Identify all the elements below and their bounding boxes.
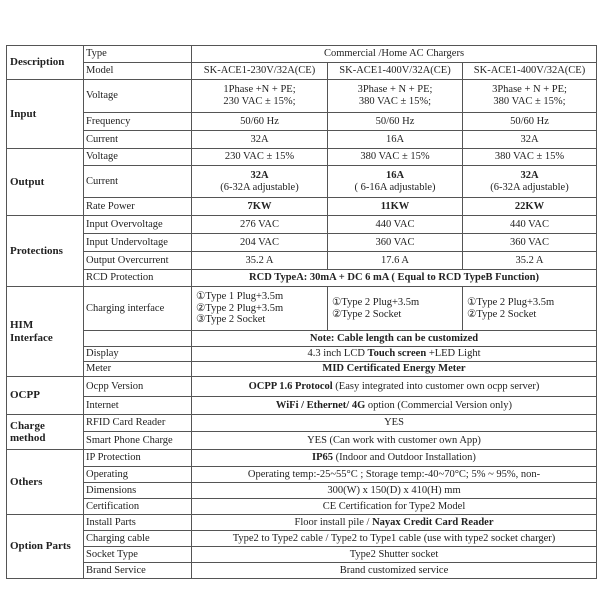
display-text-bold: Touch screen <box>367 348 427 360</box>
output-current-2 <box>328 166 463 198</box>
section-output: Output <box>7 149 84 216</box>
row-over-voltage <box>7 216 597 234</box>
row-over-current <box>7 252 597 270</box>
output-current-2-range: ( 6-16A adjustable) <box>354 181 436 193</box>
rate-power-3: 22KW <box>463 198 597 216</box>
charging-interface-2 <box>328 287 463 331</box>
output-current-3 <box>463 166 597 198</box>
section-option-parts: Option Parts <box>7 515 84 579</box>
input-current-3: 32A <box>463 131 597 149</box>
over-voltage-1: 276 VAC <box>192 216 328 234</box>
charging-interface-2-option-1: ①Type 2 Plug+3.5m <box>332 296 420 308</box>
label-under-voltage: Input Undervoltage <box>84 234 192 252</box>
install-bold: Nayax Credit Card Reader <box>372 516 494 528</box>
label-display: Display <box>84 347 192 362</box>
spec-table <box>6 45 597 579</box>
value-internet <box>192 397 597 415</box>
charging-interface-3 <box>463 287 597 331</box>
label-input-current: Current <box>84 131 192 149</box>
model-1: SK-ACE1-230V/32A(CE) <box>192 63 328 80</box>
row-install <box>7 515 597 531</box>
under-voltage-2: 360 VAC <box>328 234 463 252</box>
section-him: HIM Interface <box>7 287 84 377</box>
label-output-current: Current <box>84 166 192 198</box>
label-meter: Meter <box>84 362 192 377</box>
input-voltage-3-line-1: 3Phase + N + PE; <box>492 84 567 96</box>
charging-interface-1-option-1: ①Type 1 Plug+3.5m <box>196 290 284 302</box>
value-meter: MID Certificated Energy Meter <box>192 362 597 377</box>
label-input-voltage: Voltage <box>84 80 192 113</box>
row-cable-note <box>7 331 597 347</box>
row-frequency <box>7 113 597 131</box>
label-socket: Socket Type <box>84 547 192 563</box>
label-operating: Operating <box>84 467 192 483</box>
over-voltage-2: 440 VAC <box>328 216 463 234</box>
input-voltage-1-line-2: 230 VAC ± 15%; <box>223 96 296 107</box>
output-current-1 <box>192 166 328 198</box>
value-rfid: YES <box>192 415 597 432</box>
row-rcd <box>7 270 597 287</box>
install-pre: Floor install pile / <box>294 516 373 528</box>
row-socket <box>7 547 597 563</box>
row-dimensions <box>7 483 597 499</box>
label-rate-power: Rate Power <box>84 198 192 216</box>
ocpp-version-bold: OCPP 1.6 Protocol <box>248 380 333 392</box>
internet-bold: WiFi / Ethernet/ 4G <box>275 399 366 411</box>
output-current-2-amps: 16A <box>385 169 405 181</box>
charging-interface-1 <box>192 287 328 331</box>
section-charge-method: Charge method <box>7 415 84 450</box>
frequency-2: 50/60 Hz <box>328 113 463 131</box>
row-certification <box>7 499 597 515</box>
rate-power-2: 11KW <box>328 198 463 216</box>
rate-power-1: 7KW <box>192 198 328 216</box>
over-current-2: 17.6 A <box>328 252 463 270</box>
frequency-3: 50/60 Hz <box>463 113 597 131</box>
charging-interface-2-option-2: ②Type 2 Socket <box>332 308 402 320</box>
row-operating <box>7 467 597 483</box>
row-input-current <box>7 131 597 149</box>
display-text-post: +LED Light <box>426 348 481 360</box>
input-current-2: 16A <box>328 131 463 149</box>
input-voltage-2 <box>328 80 463 113</box>
output-current-3-range: (6-32A adjustable) <box>490 181 569 193</box>
label-brand: Brand Service <box>84 563 192 579</box>
label-install: Install Parts <box>84 515 192 531</box>
charging-interface-3-option-2: ②Type 2 Socket <box>467 308 537 320</box>
charging-interface-1-option-2: ②Type 2 Plug+3.5m <box>196 302 284 314</box>
label-over-voltage: Input Overvoltage <box>84 216 192 234</box>
charging-interface-1-option-3: ③Type 2 Socket <box>196 314 266 326</box>
row-model <box>7 63 597 80</box>
value-dimensions: 300(W) x 150(D) x 410(H) mm <box>192 483 597 499</box>
over-current-3: 35.2 A <box>463 252 597 270</box>
output-current-1-amps: 32A <box>250 169 269 181</box>
label-rfid: RFID Card Reader <box>84 415 192 432</box>
output-voltage-2: 380 VAC ± 15% <box>328 149 463 166</box>
label-dimensions: Dimensions <box>84 483 192 499</box>
label-smart-phone: Smart Phone Charge <box>84 432 192 450</box>
row-output-voltage <box>7 149 597 166</box>
label-type: Type <box>84 46 192 63</box>
row-smart-phone <box>7 432 597 450</box>
label-ip: IP Protection <box>84 450 192 467</box>
row-brand <box>7 563 597 579</box>
label-certification: Certification <box>84 499 192 515</box>
value-display <box>192 347 597 362</box>
input-current-1: 32A <box>192 131 328 149</box>
row-charging-cable <box>7 531 597 547</box>
row-output-current <box>7 166 597 198</box>
value-ip <box>192 450 597 467</box>
ocpp-version-post: (Easy integrated into customer own ocpp server) <box>332 380 540 392</box>
output-current-1-range: (6-32A adjustable) <box>220 181 299 193</box>
output-voltage-3: 380 VAC ± 15% <box>463 149 597 166</box>
frequency-1: 50/60 Hz <box>192 113 328 131</box>
output-voltage-1: 230 VAC ± 15% <box>192 149 328 166</box>
value-operating: Operating temp:-25~55°C ; Storage temp:-40~70°C; 5% ~ 95%, non- <box>192 467 597 483</box>
value-install <box>192 515 597 531</box>
cable-note: Note: Cable length can be customized <box>192 331 597 347</box>
section-ocpp: OCPP <box>7 377 84 415</box>
label-cable-note-empty <box>84 331 192 347</box>
input-voltage-1 <box>192 80 328 113</box>
under-voltage-1: 204 VAC <box>192 234 328 252</box>
input-voltage-2-line-2: 380 VAC ± 15%; <box>358 96 432 107</box>
section-description: Description <box>7 46 84 80</box>
input-voltage-2-line-1: 3Phase + N + PE; <box>357 84 433 96</box>
row-rate-power <box>7 198 597 216</box>
section-input: Input <box>7 80 84 149</box>
input-voltage-1-line-1: 1Phase +N + PE; <box>223 84 296 96</box>
row-under-voltage <box>7 234 597 252</box>
value-certification: CE Certification for Type2 Model <box>192 499 597 515</box>
value-type: Commercial /Home AC Chargers <box>192 46 597 63</box>
output-current-3-amps: 32A <box>520 169 539 181</box>
row-charging-interface <box>7 287 597 331</box>
label-ocpp-version: Ocpp Version <box>84 377 192 397</box>
input-voltage-3 <box>463 80 597 113</box>
label-internet: Internet <box>84 397 192 415</box>
input-voltage-3-line-2: 380 VAC ± 15%; <box>493 96 566 107</box>
display-text-pre: 4.3 inch LCD <box>307 348 368 360</box>
section-others: Others <box>7 450 84 515</box>
row-rfid <box>7 415 597 432</box>
row-ip <box>7 450 597 467</box>
value-rcd: RCD TypeA: 30mA + DC 6 mA ( Equal to RCD TypeB Function) <box>192 270 597 287</box>
label-charging-interface: Charging interface <box>84 287 192 331</box>
label-model: Model <box>84 63 192 80</box>
under-voltage-3: 360 VAC <box>463 234 597 252</box>
row-type <box>7 46 597 63</box>
value-brand: Brand customized service <box>192 563 597 579</box>
section-protections: Protections <box>7 216 84 287</box>
ip-post: (Indoor and Outdoor Installation) <box>333 452 476 464</box>
label-rcd: RCD Protection <box>84 270 192 287</box>
value-charging-cable: Type2 to Type2 cable / Type2 to Type1 cable (use with type2 socket charger) <box>192 531 597 547</box>
value-socket: Type2 Shutter socket <box>192 547 597 563</box>
over-voltage-3: 440 VAC <box>463 216 597 234</box>
model-3: SK-ACE1-400V/32A(CE) <box>463 63 597 80</box>
row-display <box>7 347 597 362</box>
model-2: SK-ACE1-400V/32A(CE) <box>328 63 463 80</box>
internet-post: option (Commercial Version only) <box>365 399 513 411</box>
charging-interface-3-option-1: ①Type 2 Plug+3.5m <box>467 296 555 308</box>
label-charging-cable: Charging cable <box>84 531 192 547</box>
label-over-current: Output Overcurrent <box>84 252 192 270</box>
row-internet <box>7 397 597 415</box>
value-smart-phone: YES (Can work with customer own App) <box>192 432 597 450</box>
label-frequency: Frequency <box>84 113 192 131</box>
row-input-voltage <box>7 80 597 113</box>
label-output-voltage: Voltage <box>84 149 192 166</box>
row-meter <box>7 362 597 377</box>
ip-bold: IP65 <box>312 452 334 464</box>
row-ocpp-version <box>7 377 597 397</box>
over-current-1: 35.2 A <box>192 252 328 270</box>
value-ocpp-version <box>192 377 597 397</box>
